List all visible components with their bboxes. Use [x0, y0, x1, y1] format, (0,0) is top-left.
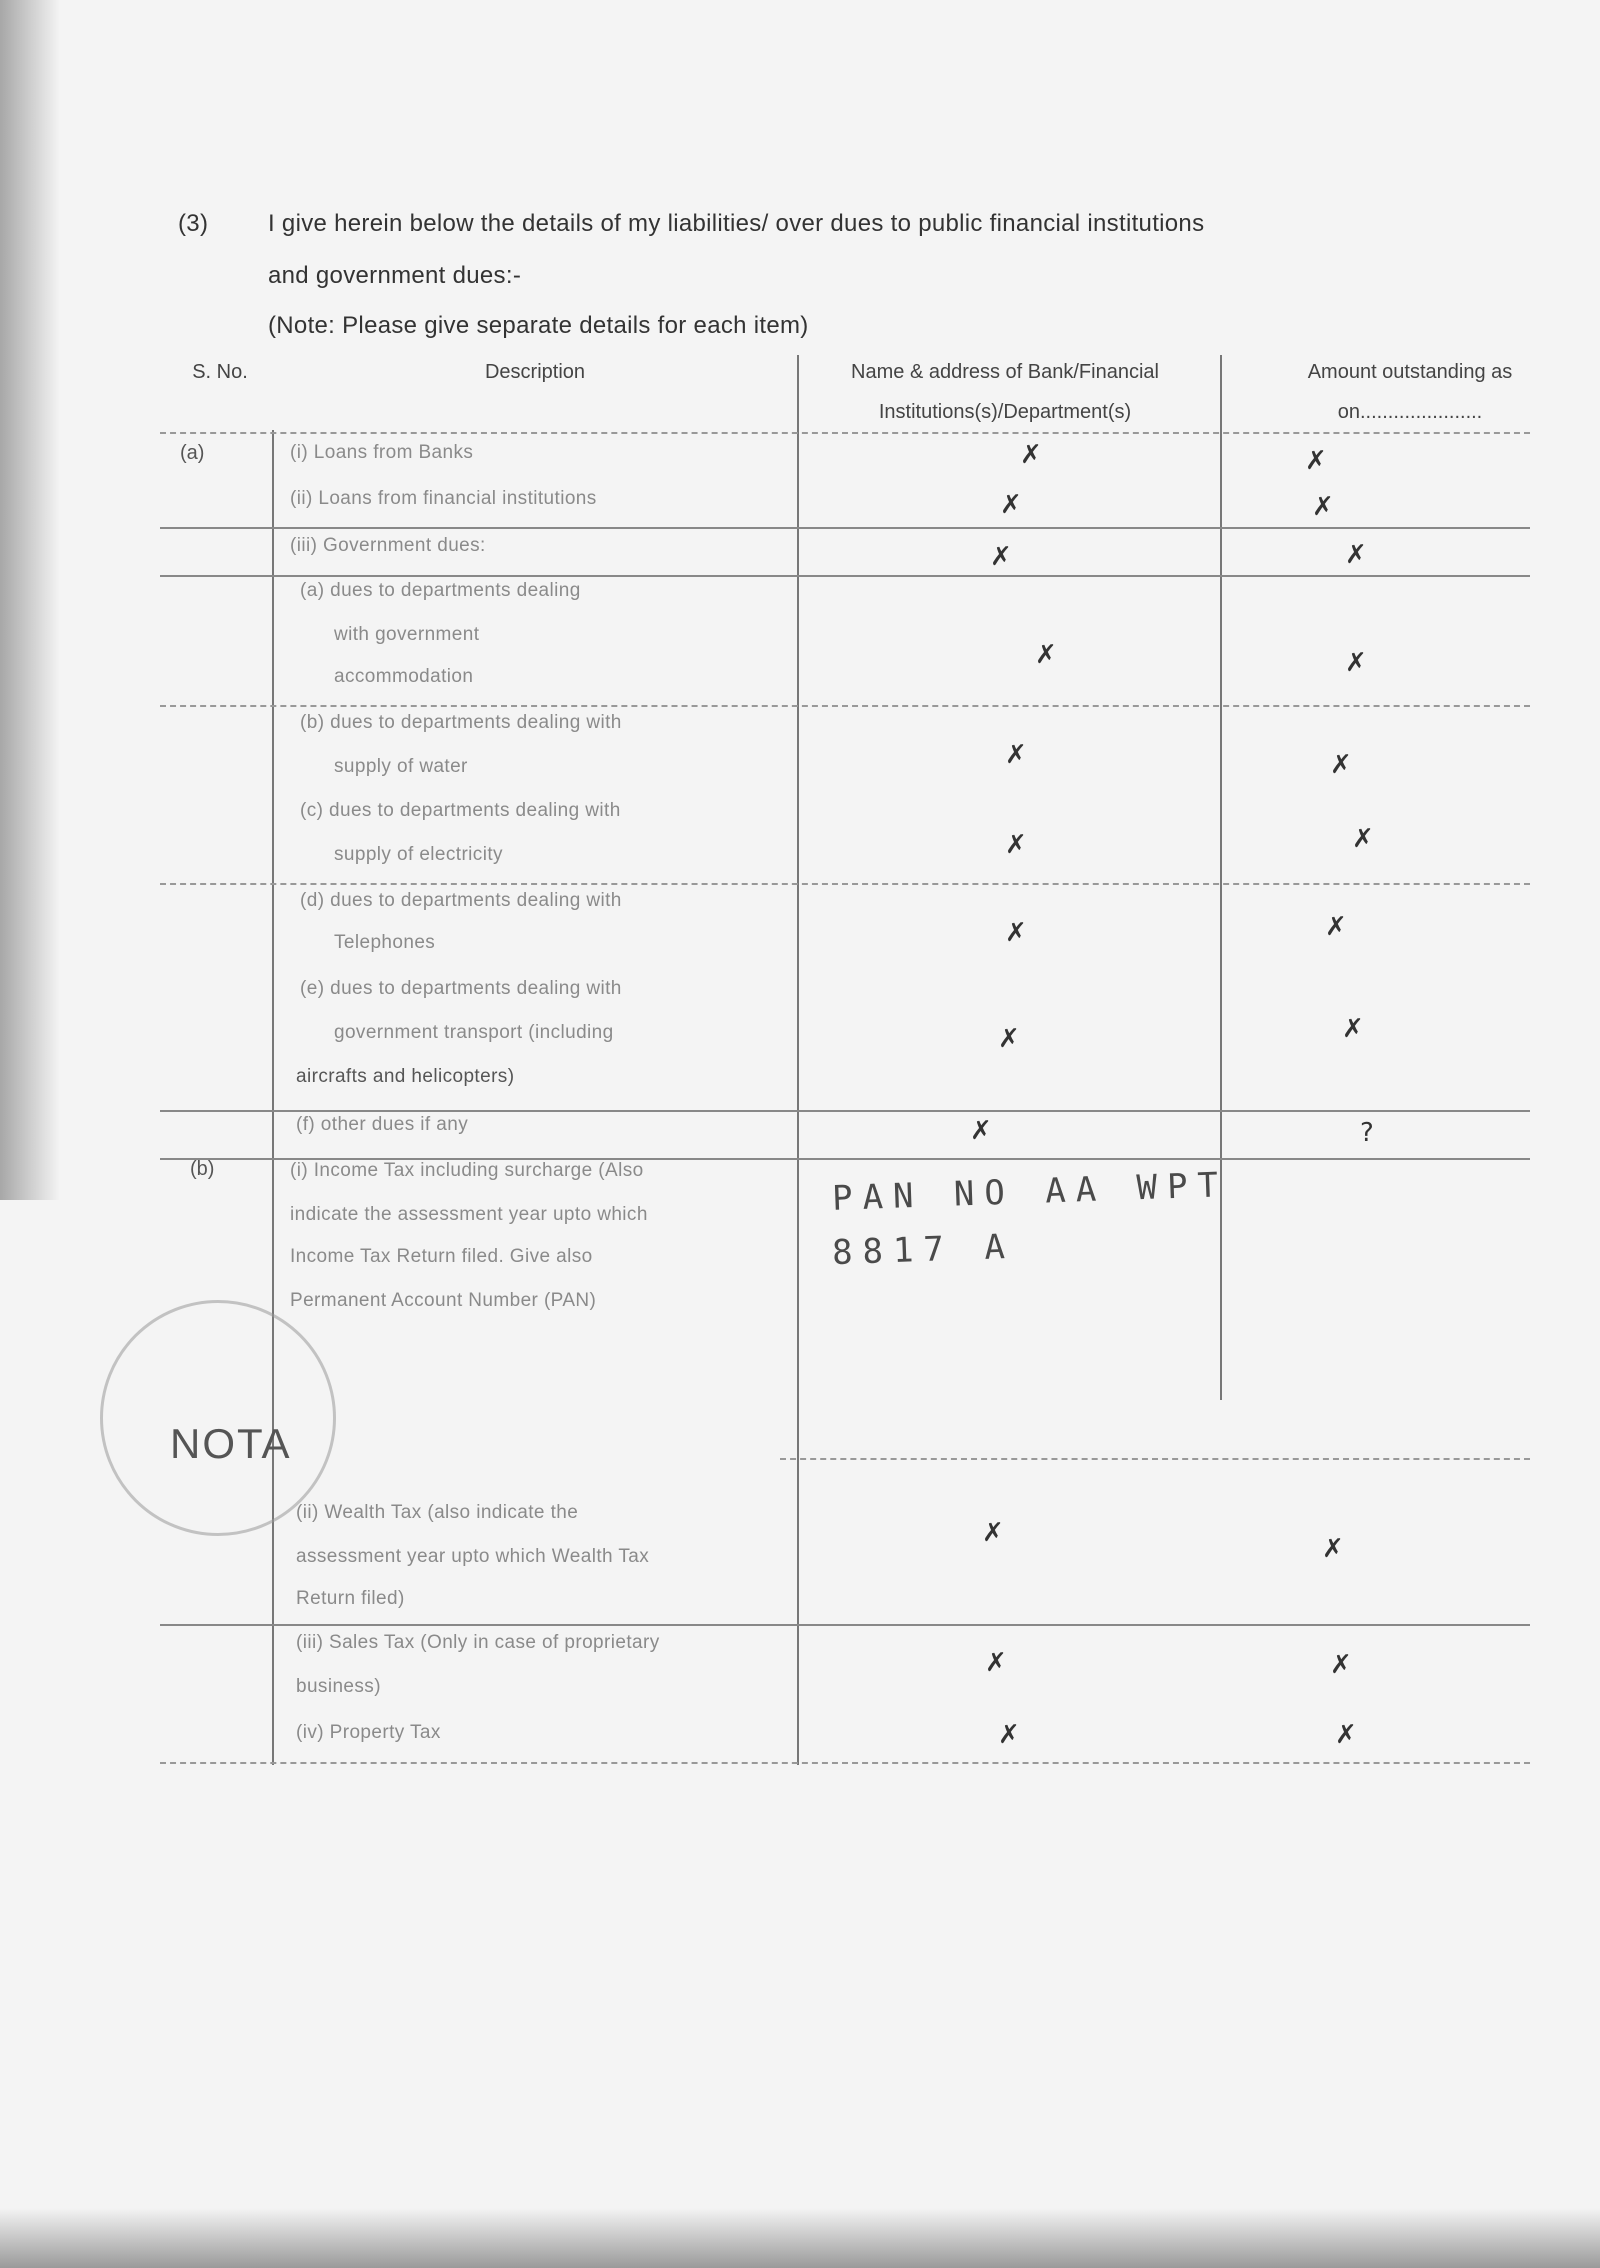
- nil-mark-amount: ✗: [1342, 1014, 1364, 1044]
- row-line: [160, 575, 1530, 577]
- row-desc-other-dues: (f) other dues if any: [296, 1114, 469, 1135]
- nil-mark-bank: ✗: [985, 1648, 1007, 1678]
- header-bank-line-1: Name & address of Bank/Financial: [851, 361, 1159, 383]
- column-divider-bank: [1220, 355, 1222, 1400]
- row-desc-transport-2: government transport (including: [334, 1022, 614, 1043]
- intro-line-1: I give herein below the details of my liabilities/ over dues to public financial institutions: [268, 210, 1205, 237]
- handwritten-pan-line-1: PAN NO AA WPT: [831, 1165, 1229, 1219]
- scan-edge-shadow: [0, 0, 60, 1200]
- handwritten-pan-line-2: 8817 A: [831, 1226, 1016, 1274]
- row-line: [160, 1624, 1530, 1626]
- row-line: [160, 432, 1530, 434]
- row-desc-wealth-tax-1: (ii) Wealth Tax (also indicate the: [296, 1502, 579, 1523]
- nil-mark-bank: ✗: [990, 542, 1012, 572]
- nil-mark-amount: ✗: [1352, 824, 1374, 854]
- row-desc-wealth-tax-3: Return filed): [296, 1588, 405, 1609]
- nil-mark-amount: ✗: [1330, 750, 1352, 780]
- scan-bottom-shadow: [0, 2208, 1600, 2268]
- header-amount: [1225, 352, 1595, 432]
- header-sno: S. No.: [192, 361, 248, 383]
- row-desc-accommodation-2: with government: [334, 624, 480, 645]
- section-number: (3): [178, 210, 209, 237]
- row-line: [160, 527, 1530, 529]
- row-desc-water-1: (b) dues to departments dealing with: [300, 712, 622, 733]
- nil-mark-amount: ✗: [1305, 446, 1327, 476]
- row-desc-wealth-tax-2: assessment year upto which Wealth Tax: [296, 1546, 650, 1567]
- nil-mark-bank: ✗: [1005, 740, 1027, 770]
- row-desc-telephones-1: (d) dues to departments dealing with: [300, 890, 622, 911]
- header-bank: [800, 352, 1210, 432]
- row-line: [160, 705, 1530, 707]
- nil-mark-bank: ✗: [998, 1024, 1020, 1054]
- nil-mark-bank: ✗: [1005, 918, 1027, 948]
- row-desc-electricity-2: supply of electricity: [334, 844, 503, 865]
- nil-mark-amount: ✗: [1312, 492, 1334, 522]
- nil-mark-amount: ✗: [1325, 912, 1347, 942]
- nil-mark-bank: ✗: [970, 1116, 992, 1146]
- row-sno-b: (b): [190, 1158, 215, 1180]
- notary-stamp-text: NOTA: [170, 1420, 292, 1467]
- header-description: Description: [484, 361, 586, 383]
- intro-note: (Note: Please give separate details for each item): [268, 312, 809, 339]
- header-bank-line-2: Institutions(s)/Department(s): [878, 401, 1132, 423]
- row-line: [780, 1458, 1530, 1460]
- row-desc-loans-fi: (ii) Loans from financial institutions: [290, 488, 597, 509]
- nil-mark-amount: ✗: [1330, 1650, 1352, 1680]
- header-amount-line-2: on......................: [1337, 401, 1483, 423]
- column-divider-sno: [272, 430, 274, 1765]
- row-desc-transport-3: aircrafts and helicopters): [296, 1066, 515, 1087]
- nil-mark-amount: ✗: [1322, 1534, 1344, 1564]
- nil-mark-amount: ✗: [1345, 540, 1367, 570]
- row-desc-property-tax: (iv) Property Tax: [296, 1722, 441, 1743]
- row-line: [160, 1110, 1530, 1112]
- row-desc-income-tax-4: Permanent Account Number (PAN): [290, 1290, 597, 1311]
- row-line: [160, 1762, 1530, 1764]
- nil-mark-amount: ✗: [1345, 648, 1367, 678]
- row-desc-transport-1: (e) dues to departments dealing with: [300, 978, 622, 999]
- column-divider-description: [797, 355, 799, 1765]
- nil-mark-bank: ✗: [982, 1518, 1004, 1548]
- row-desc-telephones-2: Telephones: [334, 932, 436, 953]
- row-desc-income-tax-2: indicate the assessment year upto which: [290, 1204, 648, 1225]
- row-desc-sales-tax-1: (iii) Sales Tax (Only in case of proprietary: [296, 1632, 660, 1653]
- row-desc-electricity-1: (c) dues to departments dealing with: [300, 800, 621, 821]
- row-desc-income-tax-1: (i) Income Tax including surcharge (Also: [290, 1160, 644, 1181]
- row-desc-accommodation-1: (a) dues to departments dealing: [300, 580, 581, 601]
- row-line: [160, 883, 1530, 885]
- nil-mark-amount: ?: [1360, 1118, 1374, 1148]
- nil-mark-bank: ✗: [998, 1720, 1020, 1750]
- nil-mark-bank: ✗: [1000, 490, 1022, 520]
- row-desc-accommodation-3: accommodation: [334, 666, 474, 687]
- intro-line-2: and government dues:-: [268, 262, 522, 289]
- row-desc-water-2: supply of water: [334, 756, 468, 777]
- row-desc-sales-tax-2: business): [296, 1676, 381, 1697]
- row-desc-govt-dues: (iii) Government dues:: [290, 535, 486, 556]
- row-sno-a: (a): [180, 442, 205, 464]
- header-amount-line-1: Amount outstanding as: [1307, 361, 1513, 383]
- nil-mark-bank: ✗: [1005, 830, 1027, 860]
- nil-mark-bank: ✗: [1035, 640, 1057, 670]
- row-desc-income-tax-3: Income Tax Return filed. Give also: [290, 1246, 593, 1267]
- nil-mark-bank: ✗: [1020, 440, 1042, 470]
- row-desc-loans-banks: (i) Loans from Banks: [290, 442, 474, 463]
- notary-stamp: [100, 1300, 336, 1536]
- nil-mark-amount: ✗: [1335, 1720, 1357, 1750]
